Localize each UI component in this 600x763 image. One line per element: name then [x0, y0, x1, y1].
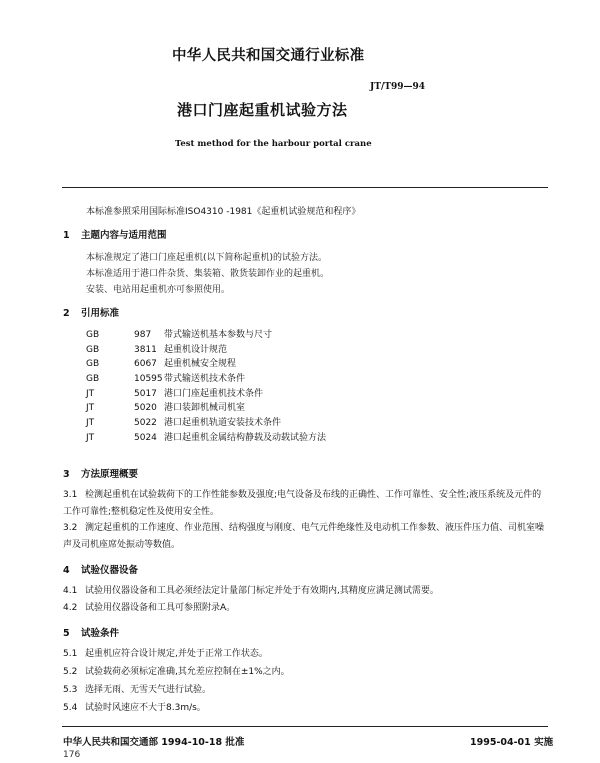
english-subtitle: Test method for the harbour portal crane [175, 139, 372, 149]
reference-item [86, 387, 326, 402]
footer-divider [62, 726, 548, 727]
reference-item [86, 431, 326, 446]
reference-title: 港口起重机金属结构静载及动载试验方法 [164, 432, 327, 443]
reference-code: JT [86, 388, 95, 399]
reference-title: 港口起重机轨道安装技术条件 [164, 418, 282, 429]
effective-date: 1995-04-01 实施 [470, 737, 554, 748]
section-5-title: 试验条件 [81, 628, 120, 639]
reference-number: 5022 [134, 418, 157, 429]
clause-text: 检测起重机在试验载荷下的工作性能参数及强度;电气设备及布线的正确性、工作可靠性、安全性;液压系统及元件的工作可靠性;整机稳定性及使用安全性。 [63, 490, 542, 517]
clause-4-1 [63, 583, 549, 600]
clause-number: 3.1 [63, 490, 78, 500]
reference-item [86, 372, 326, 387]
section-1-number: 1 [63, 230, 70, 241]
reference-number: 5017 [134, 388, 157, 399]
section-2-heading [63, 305, 119, 319]
clause-text: 起重机应符合设计规定,并处于正常工作状态。 [85, 649, 268, 659]
section-3-heading [63, 466, 138, 480]
header-organization: 中华人民共和国交通行业标准 [172, 48, 365, 64]
reference-title: 带式输送机技术条件 [164, 374, 246, 385]
reference-item [86, 343, 326, 358]
clause-number: 4.2 [63, 603, 78, 613]
clause-number: 5.2 [63, 667, 78, 677]
reference-list [86, 328, 326, 446]
reference-item [86, 357, 326, 372]
approval-line: 中华人民共和国交通部 1994-10-18 批准 [63, 737, 245, 748]
header-divider [62, 187, 548, 188]
section-3-title: 方法原理概要 [81, 469, 139, 480]
section-5-heading [63, 625, 119, 639]
clause-5-4 [63, 700, 549, 717]
clause-4-2 [63, 600, 549, 617]
clause-5-2 [63, 664, 549, 681]
reference-number: 987 [134, 330, 152, 340]
reference-item [86, 328, 326, 343]
section-2-title: 引用标准 [81, 308, 120, 319]
clause-5-1 [63, 646, 549, 663]
reference-code: GB [86, 359, 100, 370]
section-1-line: 本标准适用于港口件杂货、集装箱、散货装卸作业的起重机。 [86, 269, 330, 279]
reference-title: 起重机械安全规程 [164, 359, 237, 370]
reference-number: 5020 [134, 403, 157, 414]
section-1-heading [63, 227, 167, 241]
clause-number: 4.1 [63, 586, 78, 596]
reference-code: GB [86, 330, 100, 340]
reference-title: 港口门座起重机技术条件 [164, 388, 264, 399]
section-1-title: 主题内容与适用范围 [81, 230, 167, 241]
reference-code: JT [86, 418, 95, 429]
section-1-line: 安装、电站用起重机亦可参照使用。 [86, 285, 231, 295]
page-number: 176 [63, 750, 81, 760]
section-4-number: 4 [63, 565, 70, 576]
reference-title: 带式输送机基本参数与尺寸 [164, 330, 273, 340]
clause-text: 试验载荷必须标定准确,其允差应控制在±1%之内。 [85, 667, 290, 677]
document-title: 港口门座起重机试验方法 [177, 101, 348, 119]
clause-number: 5.3 [63, 685, 78, 695]
standard-code: JT/T99—94 [370, 82, 425, 92]
clause-3-1 [63, 487, 549, 520]
clause-number: 5.1 [63, 649, 78, 659]
clause-text: 试验用仪器设备和工具必须经法定计量部门标定并处于有效期内,其精度应满足测试需要。 [85, 586, 439, 596]
clause-number: 3.2 [63, 523, 78, 533]
clause-number: 5.4 [63, 703, 78, 713]
reference-title: 港口装卸机械司机室 [164, 403, 246, 414]
reference-item [86, 401, 326, 416]
section-2-number: 2 [63, 308, 70, 319]
section-5-number: 5 [63, 628, 70, 639]
intro-paragraph: 本标准参照采用国际标准ISO4310 -1981《起重机试验规范和程序》 [86, 207, 361, 217]
clause-text: 选择无雨、无雪天气进行试验。 [85, 685, 212, 695]
section-1-line: 本标准规定了港口门座起重机(以下简称起重机)的试验方法。 [86, 253, 328, 263]
reference-number: 3811 [134, 344, 157, 355]
reference-item [86, 416, 326, 431]
clause-text: 试验时风速应不大于8.3m/s。 [85, 703, 206, 713]
clause-5-3 [63, 682, 549, 699]
reference-code: GB [86, 344, 100, 355]
reference-code: GB [86, 374, 100, 385]
reference-number: 5024 [134, 432, 157, 443]
reference-number: 6067 [134, 359, 157, 370]
section-3-number: 3 [63, 469, 70, 480]
reference-title: 起重机设计规范 [164, 344, 228, 355]
reference-code: JT [86, 403, 95, 414]
section-4-heading [63, 562, 138, 576]
clause-text: 试验用仪器设备和工具可参照附录A。 [85, 603, 236, 613]
section-4-title: 试验仪器设备 [81, 565, 139, 576]
reference-number: 10595 [134, 374, 163, 385]
clause-text: 测定起重机的工作速度、作业范围、结构强度与刚度、电气元件绝缘性及电动机工作参数、液压件压力值、司机室噪声及司机座席处振动等数值。 [63, 523, 545, 550]
reference-code: JT [86, 432, 95, 443]
clause-3-2 [63, 520, 549, 553]
